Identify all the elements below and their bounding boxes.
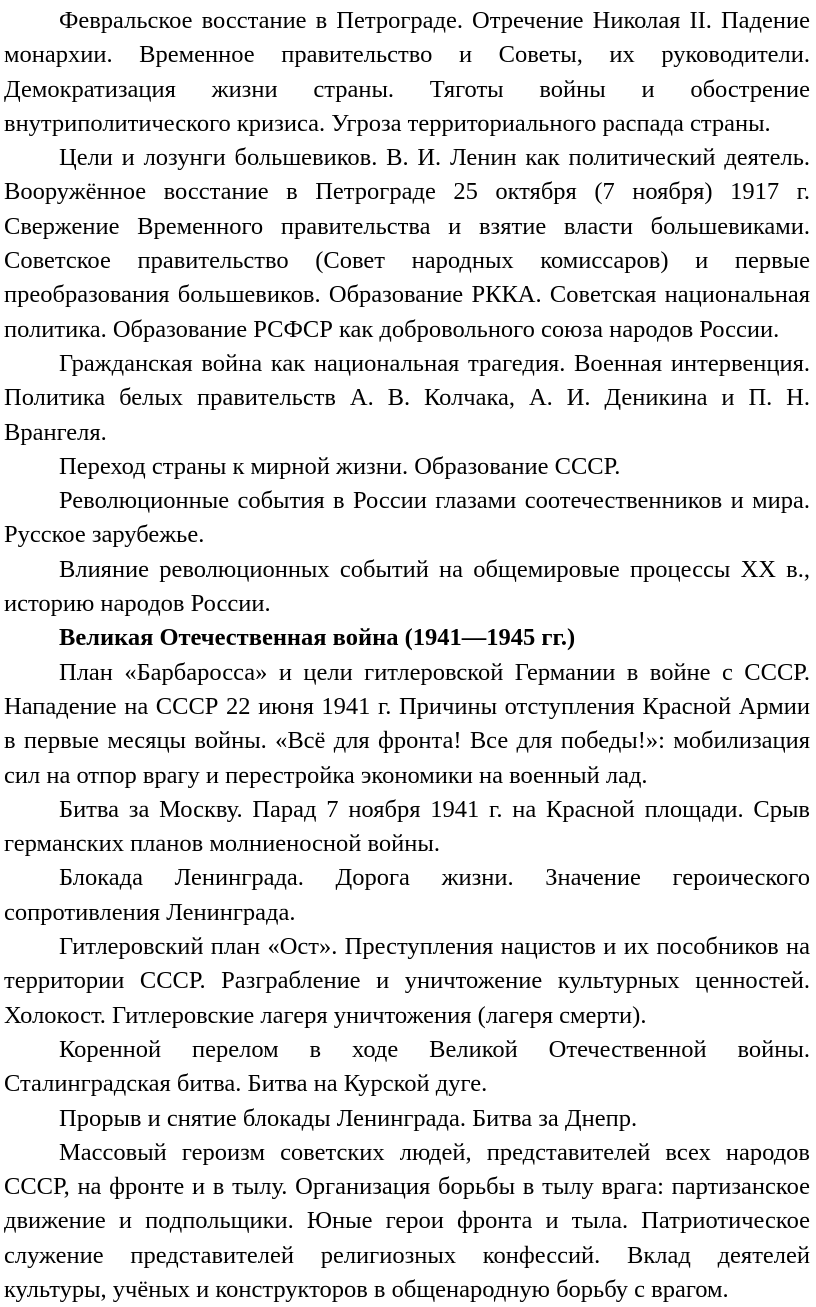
paragraph-ussr-formation: Переход страны к мирной жизни. Образование СССР.	[59, 452, 621, 480]
paragraph-revolution-influence: Влияние революционных событий на общемировые процессы XX в., историю народов России.	[4, 555, 810, 618]
paragraph-revolution-perception: Революционные события в России глазами соотечественников и мира. Русское зарубежье.	[4, 487, 810, 549]
paragraph-turning-point: Коренной перелом в ходе Великой Отечественной войны. Сталинградская битва. Битва на Курской дуге.	[4, 1035, 810, 1098]
paragraph-barbarossa: План «Барбаросса» и цели гитлеровской Германии в войне с СССР. Нападение на СССР 22 июня 1941 г. Причины отступления Красной Армии в первые месяцы войны. «Всё для фронта! Все для победы!»: мобилизация сил на отпор врагу и перестройка экономики на военный лад.	[4, 658, 810, 789]
paragraph-plan-ost: Гитлеровский план «Ост». Преступления нацистов и их пособников на территории СССР. Разграбление и уничтожение культурных ценностей. Холокост. Гитлеровские лагеря уничтожения (лагеря смерти).	[4, 933, 810, 1029]
paragraph-leningrad-siege: Блокада Ленинграда. Дорога жизни. Значение героического сопротивления Ленинграда.	[4, 864, 810, 926]
paragraph-bolsheviks: Цели и лозунги большевиков. В. И. Ленин как политический деятель. Вооружённое восстание в Петрограде 25 октября (7 ноября) 1917 г. Свержение Временного правительства и взятие власти большевиками. Советское правительство (Совет народных комиссаров) и первые преобразования большевиков. Образование РККА. Советская национальная политика. Образование РСФСР как добровольного союза народов России.	[4, 144, 810, 343]
paragraph-february-revolution: Февральское восстание в Петрограде. Отречение Николая II. Падение монархии. Временное правительство и Советы, их руководители. Демократизация жизни страны. Тяготы войны и обострение внутриполитического кризиса. Угроза территориального распада страны.	[4, 7, 810, 137]
section-heading: Великая Отечественная война (1941—1945 гг.)	[59, 624, 576, 652]
paragraph-mass-heroism: Массовый героизм советских людей, представителей всех народов СССР, на фронте и в тылу. Организация борьбы в тылу врага: партизанское движение и подпольщики. Юные герои фронта и тыла. Патриотическое служение представителей религиозных конфессий. Вклад деятелей культуры, учёных и конструкторов в общенародную борьбу с врагом.	[4, 1138, 810, 1303]
paragraph-battle-of-moscow: Битва за Москву. Парад 7 ноября 1941 г. на Красной площади. Срыв германских планов молниеносной войны.	[4, 795, 810, 858]
paragraph-civil-war: Гражданская война как национальная трагедия. Военная интервенция. Политика белых правительств А. В. Колчака, А. И. Деникина и П. Н. Врангеля.	[4, 349, 810, 446]
paragraph-dnieper: Прорыв и снятие блокады Ленинграда. Битва за Днепр.	[59, 1104, 638, 1132]
